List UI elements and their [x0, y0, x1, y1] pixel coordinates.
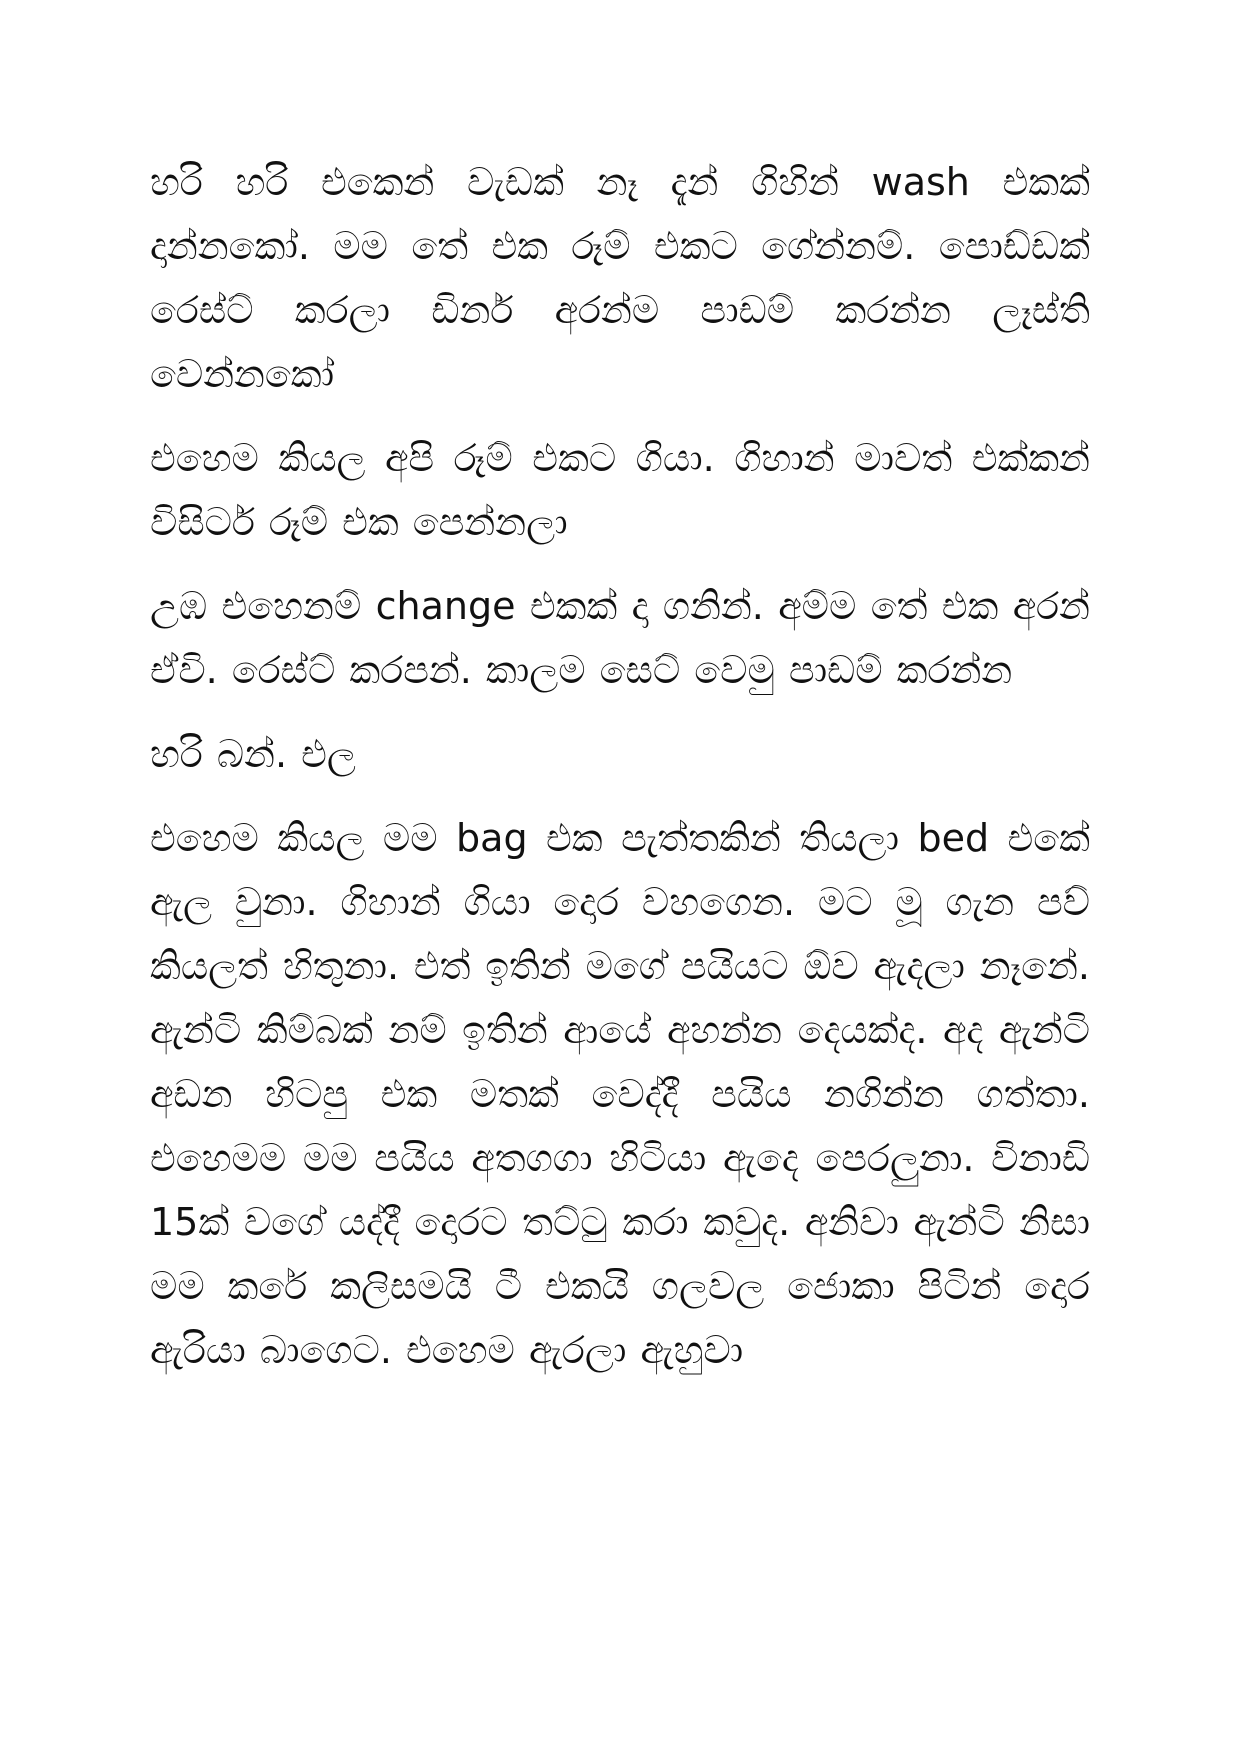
paragraph: හරි හරි එකෙන් වැඩක් නෑ දැන් ගිහින් wash එකක් දාන්නකෝ. මම තේ එක රූම් එකට ගේන්නම්. පොඩ්ඩක් රෙස්ට් කරලා ඩිනර් අරන්ම පාඩම් කරන්න ලෑස්ති වෙන්නකෝ	[150, 160, 1090, 396]
document-page	[150, 150, 1090, 1600]
paragraph: එහෙම කියල මම bag එක පැත්තකින් තියලා bed එකේ ඇල වුනා. ගිහාන් ගියා දොර වහගෙන. මට මූ ගැන පව් කියලත් හිතුනා. එත් ඉතින් මගේ පයියට ඕව ඇදලා නෑනේ. ඇන්ටි කිම්බක් නම් ඉතින් ආයේ අහන්න දෙයක්ද. අද ඇන්ටි අඩන හිටපු එක මතක් වෙද්දී පයිය නගින්න ගත්තා. එහෙමම මම පයිය අතගගා හිටියා ඇදෙ පෙරලුනා. විනාඩි 15ක් වගේ යද්දී දොරට තට්ටු කරා කවුද. අනිවා ඇන්ටි නිසා මම කරේ කලිසමයි ටී එකයි ගලවල ජොකා පිටින් දොර ඇරියා බාගෙට. එහෙම ඇරලා ඇහුවා	[150, 816, 1090, 1372]
paragraph: හරි බන්. එල	[150, 732, 356, 776]
paragraph: එහෙම කියල අපි රූම් එකට ගියා. ගිහාන් මාවත් එක්කන් විසිටර් රූම් එක පෙන්නලා	[150, 436, 1090, 544]
paragraph: උඹ එහෙනම් change එකක් දා ගනින්. අම්ම තේ එක අරන් ඒවි. රෙස්ට් කරපන්. කාලම සෙට් වෙමු පාඩම් කරන්න	[150, 584, 1090, 692]
